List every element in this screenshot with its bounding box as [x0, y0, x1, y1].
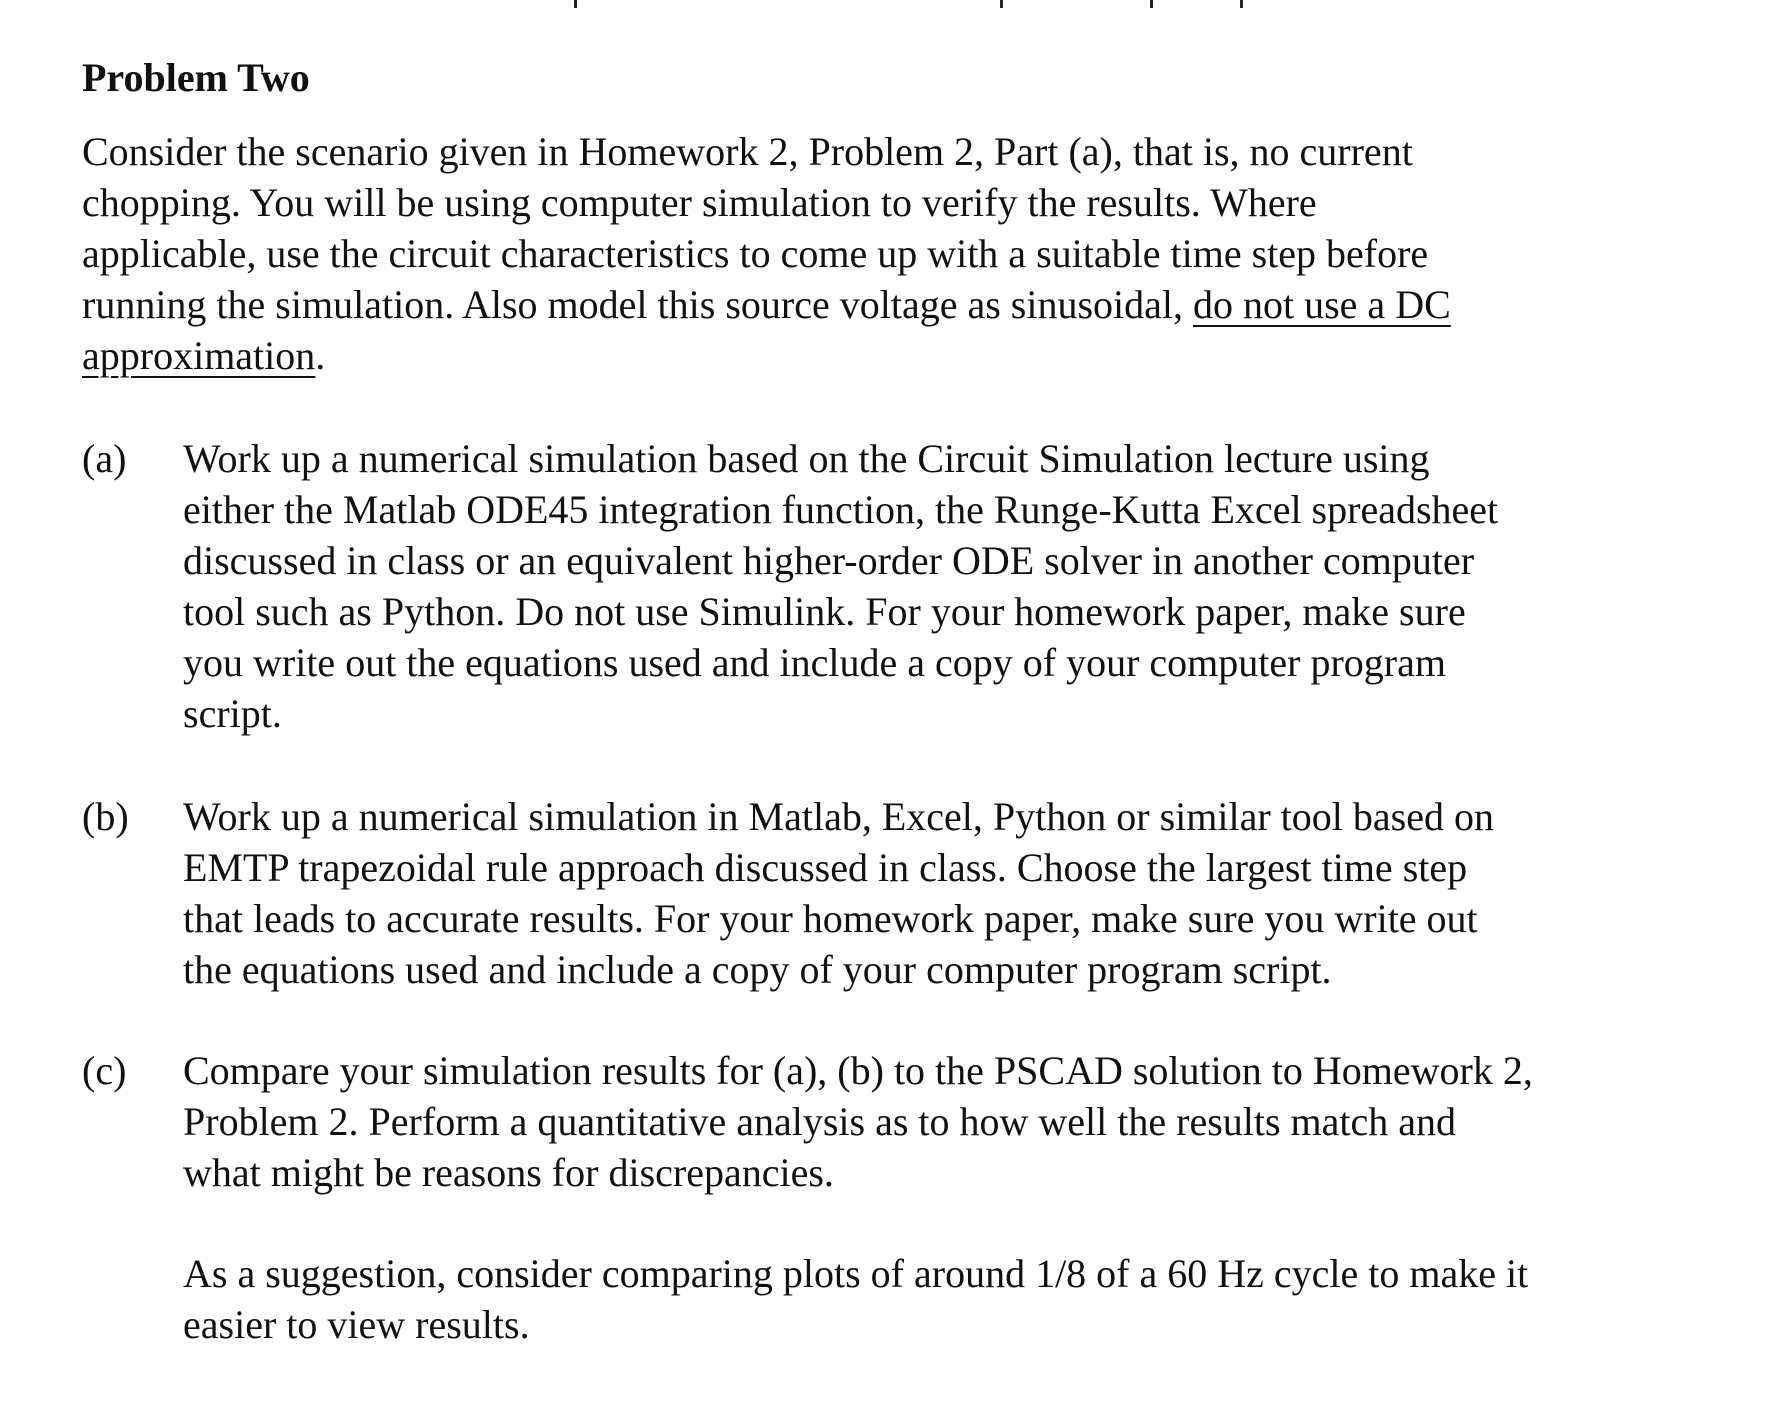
intro-text: running the simulation. Also model this source voltage as sinusoidal,: [82, 282, 1193, 327]
intro-line: applicable, use the circuit characteristics to come up with a suitable time step before: [82, 231, 1429, 276]
part-line: script.: [183, 691, 282, 736]
part-body: [183, 1045, 1703, 1198]
part-line: Work up a numerical simulation based on the Circuit Simulation lecture using: [183, 436, 1430, 481]
intro-line: [82, 279, 1642, 330]
part-label: (a): [82, 436, 127, 481]
part-line: Problem 2. Perform a quantitative analysis as to how well the results match and: [183, 1099, 1457, 1144]
suggestion-note: [183, 1248, 1703, 1350]
part-line: Work up a numerical simulation in Matlab, Excel, Python or similar tool based on: [183, 794, 1494, 839]
part-line: tool such as Python. Do not use Simulink. For your homework paper, make sure: [183, 589, 1466, 634]
cropped-glyph: [574, 0, 577, 8]
intro-paragraph: [82, 126, 1642, 381]
part-label: (b): [82, 794, 129, 839]
part-line: that leads to accurate results. For your homework paper, make sure you write out: [183, 896, 1478, 941]
cropped-glyph: [1000, 0, 1003, 8]
part-line: either the Matlab ODE45 integration function, the Runge-Kutta Excel spreadsheet: [183, 487, 1499, 532]
underlined-emphasis: do not use a DC: [1193, 282, 1451, 327]
part-line: EMTP trapezoidal rule approach discussed in class. Choose the largest time step: [183, 845, 1468, 890]
part-line: discussed in class or an equivalent higher-order ODE solver in another computer: [183, 538, 1475, 583]
cropped-previous-text: [0, 0, 1780, 14]
note-line: easier to view results.: [183, 1302, 530, 1347]
intro-line: Consider the scenario given in Homework 2, Problem 2, Part (a), that is, no current: [82, 129, 1413, 174]
part-line: the equations used and include a copy of your computer program script.: [183, 947, 1332, 992]
part-body: [183, 433, 1703, 739]
underlined-emphasis: approximation: [82, 333, 316, 378]
part-line: Compare your simulation results for (a), (b) to the PSCAD solution to Homework 2,: [183, 1048, 1533, 1093]
intro-line: [82, 330, 1642, 381]
cropped-glyph: [1240, 0, 1243, 8]
part-body: [183, 791, 1703, 995]
problem-title: Problem Two: [82, 55, 310, 100]
part-label: (c): [82, 1048, 127, 1093]
note-line: As a suggestion, consider comparing plots of around 1/8 of a 60 Hz cycle to make it: [183, 1251, 1529, 1296]
intro-line: chopping. You will be using computer simulation to verify the results. Where: [82, 180, 1317, 225]
part-line: you write out the equations used and include a copy of your computer program: [183, 640, 1446, 685]
intro-text: .: [315, 333, 326, 378]
part-line: what might be reasons for discrepancies.: [183, 1150, 834, 1195]
cropped-glyph: [1150, 0, 1153, 8]
